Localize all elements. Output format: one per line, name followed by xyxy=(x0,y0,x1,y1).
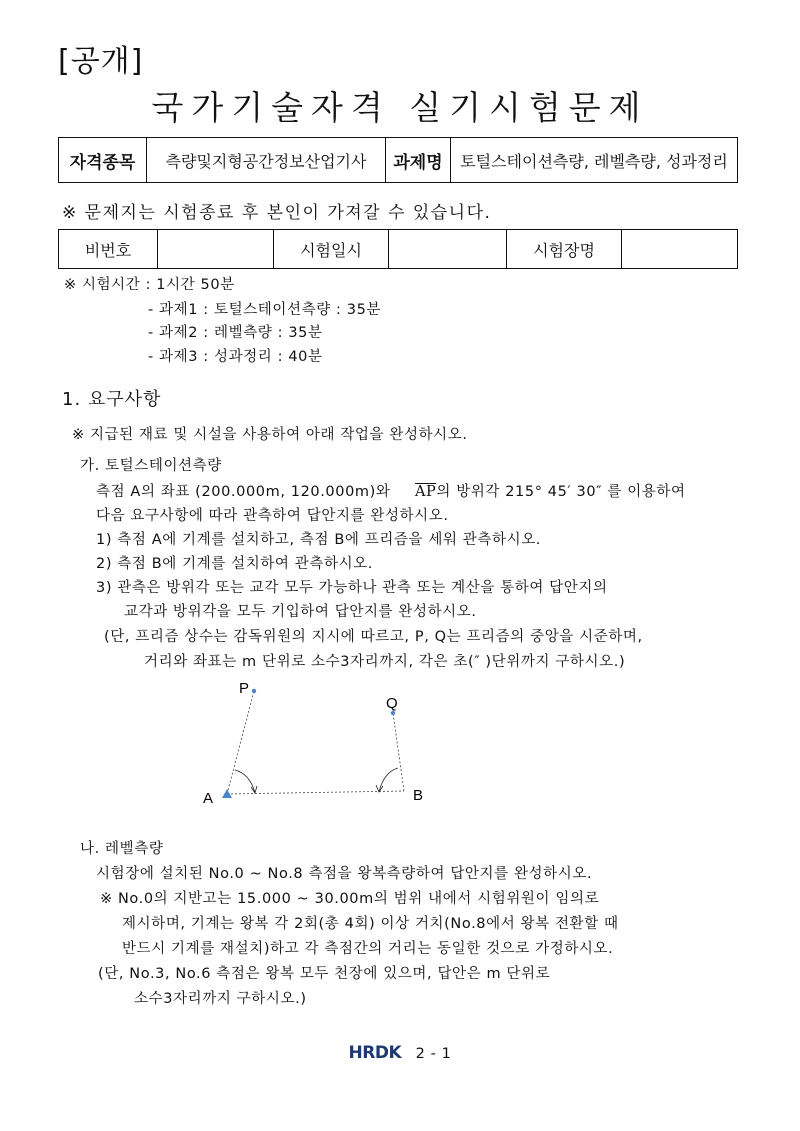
category-value: 측량및지형공간정보산업기사 xyxy=(147,138,386,183)
category-label: 자격종목 xyxy=(59,138,147,183)
point-a-marker xyxy=(222,789,232,798)
point-p-marker xyxy=(252,689,256,693)
exam-table xyxy=(58,229,738,269)
section-intro: ※ 지급된 재료 및 시설을 사용하여 아래 작업을 완성하시오. xyxy=(72,427,468,443)
id-label: 비번호 xyxy=(59,230,158,269)
notice-text: ※ 문제지는 시험종료 후 본인이 가져갈 수 있습니다. xyxy=(62,203,492,223)
page-number: 2 - 1 xyxy=(415,1046,452,1062)
page-title: 국가기술자격 실기시험문제 xyxy=(151,88,649,127)
line-ap xyxy=(227,691,254,794)
part-b-note1: ※ No.0의 지반고는 15.000 ~ 30.00m의 범위 내에서 시험위원이 임의로 xyxy=(100,891,600,907)
place-label: 시험장명 xyxy=(507,230,622,269)
part-b-heading: 나. 레벨측량 xyxy=(80,841,164,857)
task-label: 과제명 xyxy=(386,138,451,183)
part-a-line1-pre: 측점 A의 좌표 (200.000m, 120.000m)와 xyxy=(96,484,391,500)
part-a-item1: 1) 측점 A에 기계를 설치하고, 측점 B에 프리즘을 세워 관측하시오. xyxy=(96,532,542,548)
time-task2: - 과제2 : 레벨측량 : 35분 xyxy=(148,325,323,341)
part-b-note2: 제시하며, 기계는 왕복 각 2회(총 4회) 이상 거치(No.8에서 왕복 전환할 때 xyxy=(122,916,619,932)
part-b-note4: (단, No.3, No.6 측점은 왕복 모두 천장에 있으며, 답안은 m 단위로 xyxy=(98,966,551,982)
point-a-label: A xyxy=(203,790,214,807)
part-b-note3: 반드시 기계를 재설치)하고 각 측점간의 거리는 동일한 것으로 가정하시오. xyxy=(122,941,614,957)
part-a-line2: 다음 요구사항에 따라 관측하여 답안지를 완성하시오. xyxy=(96,508,449,524)
part-a-line1 xyxy=(96,480,686,501)
point-b-label: B xyxy=(413,787,424,804)
part-b-note5: 소수3자리까지 구하시오.) xyxy=(134,991,307,1007)
date-field[interactable] xyxy=(389,230,507,269)
part-a-heading: 가. 토털스테이션측량 xyxy=(80,458,222,474)
date-label: 시험일시 xyxy=(274,230,389,269)
hrdk-logo: HRDK xyxy=(348,1043,402,1063)
part-a-item3a: 3) 관측은 방위각 또는 교각 모두 가능하나 관측 또는 계산을 통하여 답안지의 xyxy=(96,580,608,596)
task-value: 토털스테이션측량, 레벨측량, 성과정리 xyxy=(451,138,738,183)
info-table xyxy=(58,137,738,183)
ap-vector: AP xyxy=(414,484,437,500)
part-a-item2: 2) 측점 B에 기계를 설치하여 관측하시오. xyxy=(96,556,373,572)
point-q-label: Q xyxy=(386,695,398,712)
document-tag: [공개] xyxy=(58,44,144,79)
part-a-note-a: (단, 프리즘 상수는 감독위원의 지시에 따르고, P, Q는 프리즘의 중앙을 시준하며, xyxy=(104,629,643,645)
time-task3: - 과제3 : 성과정리 : 40분 xyxy=(148,349,323,365)
part-a-item3b: 교각과 방위각을 모두 기입하여 답안지를 완성하시오. xyxy=(124,604,477,620)
traverse-diagram xyxy=(0,670,800,820)
line-bq xyxy=(393,713,404,791)
page-footer xyxy=(0,1043,800,1063)
point-p-label: P xyxy=(239,680,250,697)
angle-arc-a xyxy=(235,770,255,793)
place-field[interactable] xyxy=(622,230,738,269)
section-heading: 1. 요구사항 xyxy=(62,389,162,410)
part-a-note-b: 거리와 좌표는 m 단위로 소수3자리까지, 각은 초(″ )단위까지 구하시오.) xyxy=(144,654,626,670)
id-field[interactable] xyxy=(158,230,274,269)
part-a-line1-post: 의 방위각 215° 45′ 30″ 를 이용하여 xyxy=(436,484,686,500)
part-b-line1: 시험장에 설치된 No.0 ~ No.8 측점을 왕복측량하여 답안지를 완성하시오. xyxy=(96,866,593,882)
time-task1: - 과제1 : 토털스테이션측량 : 35분 xyxy=(148,302,382,318)
time-total: ※ 시험시간 : 1시간 50분 xyxy=(64,277,235,293)
